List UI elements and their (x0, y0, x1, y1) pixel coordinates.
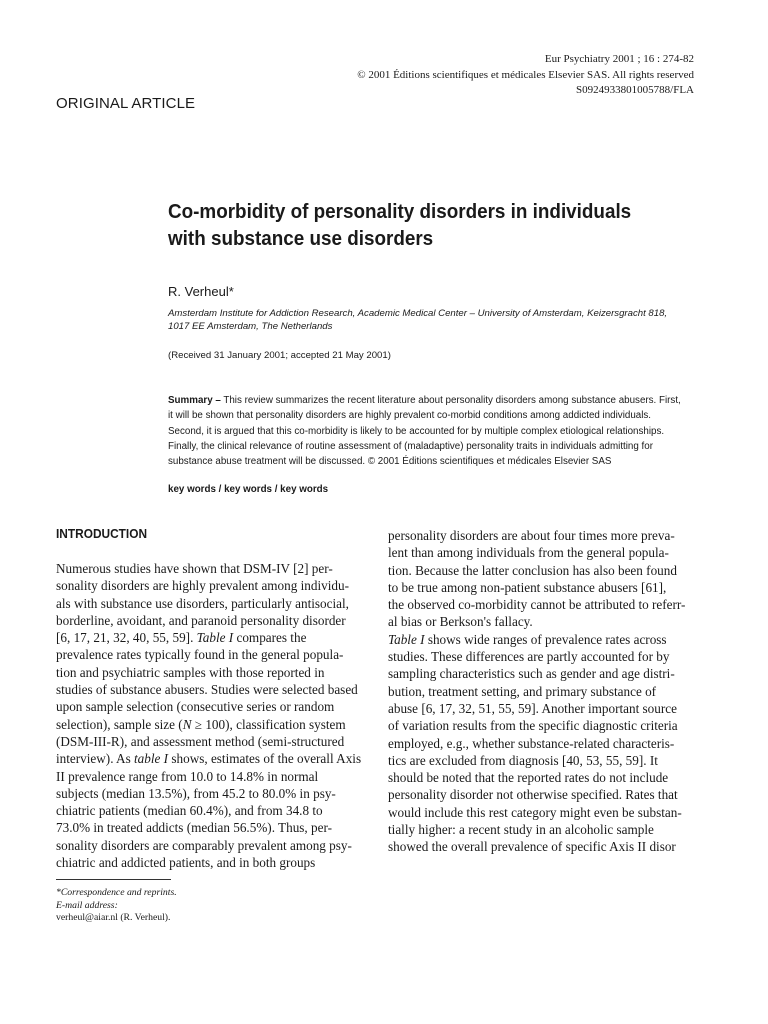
section-label: ORIGINAL ARTICLE (56, 95, 196, 112)
text-line: of variation results from the specific diagnostic criteria (388, 718, 678, 734)
affiliation-line-1: Amsterdam Institute for Addiction Research, Academic Medical Center – University of Amsterdam, Keizersgracht 818, (168, 308, 668, 319)
text-line: the observed co-morbidity cannot be attributed to referr- (388, 597, 686, 613)
summary-label: Summary – (168, 395, 221, 406)
text-line: tion and psychiatric samples with those reported in (56, 664, 325, 680)
text-line: II prevalence range from 10.0 to 14.8% in normal (56, 768, 319, 784)
text-line: chiatric patients (median 60.4%), and from 34.8 to (56, 803, 323, 819)
author-name: R. Verheul* (168, 284, 234, 299)
text-line: als with substance use disorders, particularly antisocial, (56, 595, 349, 611)
text-line: abuse [6, 17, 32, 51, 55, 59]. Another important source (388, 700, 677, 716)
text-line: upon sample selection (consecutive series or random (56, 699, 335, 715)
text-line: interview). As table I shows, estimates of the overall Axis (56, 751, 362, 767)
received-dates: (Received 31 January 2001; accepted 21 May 2001) (168, 350, 391, 361)
body-column-left (56, 560, 362, 871)
text-line: (DSM-III-R), and assessment method (semi-structured (56, 733, 345, 749)
section-heading-introduction: INTRODUCTION (56, 527, 148, 541)
text-line: chiatric and addicted patients, and in both groups (56, 855, 316, 871)
text-line: studies of substance abusers. Studies were selected based (56, 682, 358, 698)
text-line: tially higher: a recent study in an alcoholic sample (388, 822, 654, 838)
text-line: sonality disorders are highly prevalent among individu- (56, 578, 349, 594)
affiliation-line-2: 1017 EE Amsterdam, The Netherlands (168, 321, 333, 332)
journal-citation: Eur Psychiatry 2001 ; 16 : 274-82 (544, 53, 694, 65)
footnote (56, 887, 177, 925)
text-line: showed the overall prevalence of specific Axis II disor (388, 839, 676, 855)
email-label: E-mail address: (56, 899, 118, 911)
email-note (56, 900, 177, 925)
text-line: to be true among non-patient substance abusers [61], (388, 579, 667, 595)
text-line: subjects (median 13.5%), from 45.2 to 80.0% in psy- (56, 785, 336, 801)
text-line: al bias or Berkson's fallacy. (388, 614, 533, 630)
summary-line-3: Second, it is argued that this co-morbidity is likely to be accounted for by multiple complex etiological relationships. (168, 425, 665, 437)
text-line: bution, treatment setting, and primary substance of (388, 683, 657, 699)
text-line: sampling characteristics such as gender and age distri- (388, 666, 675, 682)
body-column-right (388, 527, 694, 856)
text-line: Table I shows wide ranges of prevalence rates across (388, 631, 667, 647)
text-line: personality disorders are about four times more preva- (388, 528, 675, 543)
text-line: prevalence rates typically found in the general popula- (56, 647, 344, 663)
article-identifier: S0924933801005788/FLA (576, 84, 694, 96)
summary-line-5: substance abuse treatment will be discussed. © 2001 Éditions scientifiques et médicales Elsevier SAS (168, 456, 612, 468)
title-line-2: with substance use disorders (168, 227, 434, 250)
text-line: should be noted that the reported rates do not include (388, 770, 669, 786)
text-line: sonality disorders are comparably prevalent among psy- (56, 837, 352, 853)
text-line: borderline, avoidant, and paranoid personality disorder (56, 612, 346, 628)
title-line-1: Co-morbidity of personality disorders in individuals (168, 200, 632, 223)
summary-line-1 (168, 393, 694, 408)
text-line: employed, e.g., whether substance-related characteris- (388, 735, 675, 751)
footnote-divider (56, 879, 171, 880)
copyright-line: © 2001 Éditions scientifiques et médicales Elsevier SAS. All rights reserved (357, 68, 694, 81)
summary-line-4: Finally, the clinical relevance of routine assessment of (maladaptive) personality traits in individuals admitting for (168, 440, 653, 452)
author-affiliation (168, 307, 694, 333)
summary-line-2: it will be shown that personality disorders are highly prevalent co-morbid conditions among addicted individuals. (168, 410, 652, 422)
journal-meta (357, 52, 694, 99)
text-line: tion. Because the latter conclusion has also been found (388, 562, 677, 578)
text-line: 73.0% in treated addicts (median 56.5%). Thus, per- (56, 820, 332, 836)
text-line: Numerous studies have shown that DSM-IV [2] per- (56, 561, 333, 576)
text-line: selection), sample size (N ≥ 100), classification system (56, 716, 346, 732)
abstract-summary (168, 393, 694, 469)
correspondence-note: *Correspondence and reprints. (56, 887, 177, 898)
keywords: key words / key words / key words (168, 484, 329, 495)
email-address: verheul@aiar.nl (R. Verheul). (56, 912, 171, 923)
summary-line-1-text: This review summarizes the recent literature about personality disorders among substance abusers. First, (220, 395, 681, 406)
text-line: tics are excluded from diagnosis [40, 53, 55, 59]. It (388, 752, 658, 768)
text-line: [6, 17, 21, 32, 40, 55, 59]. Table I compares the (56, 630, 307, 646)
text-line: personality disorder not otherwise specified. Rates that (388, 787, 678, 803)
text-line: would include this rest category might even be substan- (388, 804, 682, 820)
text-line: lent than among individuals from the general popula- (388, 545, 669, 561)
article-title (168, 198, 683, 252)
text-line: studies. These differences are partly accounted for by (388, 649, 670, 665)
